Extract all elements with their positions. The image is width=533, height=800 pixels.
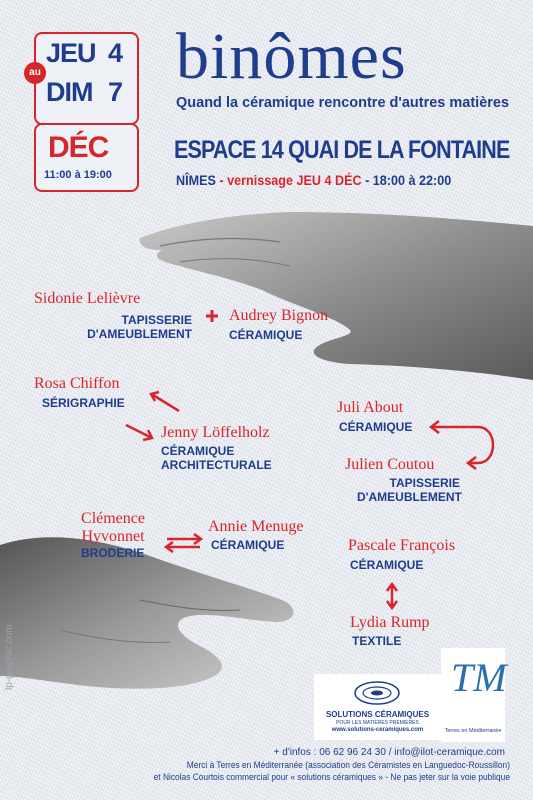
artist-craft (161, 444, 272, 472)
artist-name: Annie Menuge (208, 518, 304, 535)
venue: ESPACE 14 QUAI DE LA FONTAINE (174, 136, 510, 164)
plus-icon (206, 310, 218, 322)
artist-craft: CÉRAMIQUE (211, 538, 285, 552)
artist-name: Lydia Rump (350, 614, 430, 631)
footer-thanks: Merci à Terres en Méditerranée (association des Céramistes en Languedoc-Roussillon) (186, 760, 510, 770)
artist-name: Sidonie Lelièvre (34, 290, 141, 307)
solutions-title: SOLUTIONS CÉRAMIQUES (325, 710, 430, 719)
curved-arrow-icon (431, 421, 493, 469)
city: NÎMES (176, 172, 216, 188)
terres-label: Terres en Méditerranée (444, 728, 502, 734)
artist-craft: CÉRAMIQUE (229, 328, 303, 342)
start-date: 4 (108, 38, 123, 68)
artist-name-line: Hyvonnet (81, 528, 145, 545)
artist-craft: CÉRAMIQUE (339, 420, 413, 434)
footer-info: + d'infos : 06 62 96 24 30 / info@ilot-ceramique.com (273, 747, 505, 758)
end-day: DIM (46, 77, 93, 107)
artist-craft (87, 313, 192, 341)
artist-name: Rosa Chiffon (34, 375, 120, 392)
bottom-hand (0, 537, 293, 688)
artist-craft (357, 476, 460, 504)
exchange-arrows-icon (166, 534, 201, 552)
artist-craft-line: TAPISSERIE (121, 313, 192, 327)
artist-craft: CÉRAMIQUE (350, 558, 424, 572)
artist-craft-line: D'AMEUBLEMENT (357, 490, 462, 504)
designer-credit: lp-graphic.com (4, 624, 15, 690)
artist-craft-line: ARCHITECTURALE (161, 458, 272, 472)
artist-name (70, 510, 156, 546)
artist-name: Julien Coutou (345, 456, 435, 473)
artist-craft-line: CÉRAMIQUE (161, 444, 235, 458)
artist-craft-line: TAPISSERIE (389, 476, 460, 490)
page-title: binômes (176, 20, 407, 93)
terres-logo (441, 648, 505, 742)
end-date: 7 (108, 77, 123, 107)
artist-name: Juli About (337, 399, 404, 416)
month: DÉC (48, 131, 109, 164)
solutions-url: www.solutions-ceramiques.com (331, 727, 424, 733)
au-badge: au (24, 62, 46, 84)
footer-notice: et Nicolas Courtois commercial pour « solutions céramiques » - Ne pas jeter sur la voie publique (153, 772, 510, 782)
terres-monogram: TM (451, 655, 507, 700)
artist-name-line: Clémence (81, 510, 145, 527)
solutions-logo-icon (354, 680, 400, 706)
vertical-arrows-icon (387, 584, 397, 608)
solutions-ceramiques-logo (314, 674, 441, 740)
top-hand (140, 212, 533, 380)
solutions-sub: POUR LES MATIÈRES PREMIÈRES (336, 720, 419, 726)
start-day: JEU (46, 38, 96, 68)
artist-craft: BRODERIE (81, 546, 145, 560)
arrow-to-jenny-icon (126, 425, 152, 440)
artist-name: Audrey Bignon (229, 307, 329, 324)
vernissage: - vernissage JEU 4 DÉC (215, 172, 362, 188)
artist-name: Jenny Löffelholz (161, 424, 270, 441)
artist-craft: SÉRIGRAPHIE (42, 396, 125, 410)
artist-name: Pascale François (348, 537, 456, 554)
artist-craft: TEXTILE (352, 634, 402, 648)
arrow-to-rosa-icon (151, 392, 179, 411)
opening-hours: 11:00 à 19:00 (44, 169, 112, 181)
subtitle: Quand la céramique rencontre d'autres matières (176, 95, 510, 111)
artist-craft-line: D'AMEUBLEMENT (87, 327, 192, 341)
vernissage-hours: - 18:00 à 22:00 (361, 172, 452, 188)
